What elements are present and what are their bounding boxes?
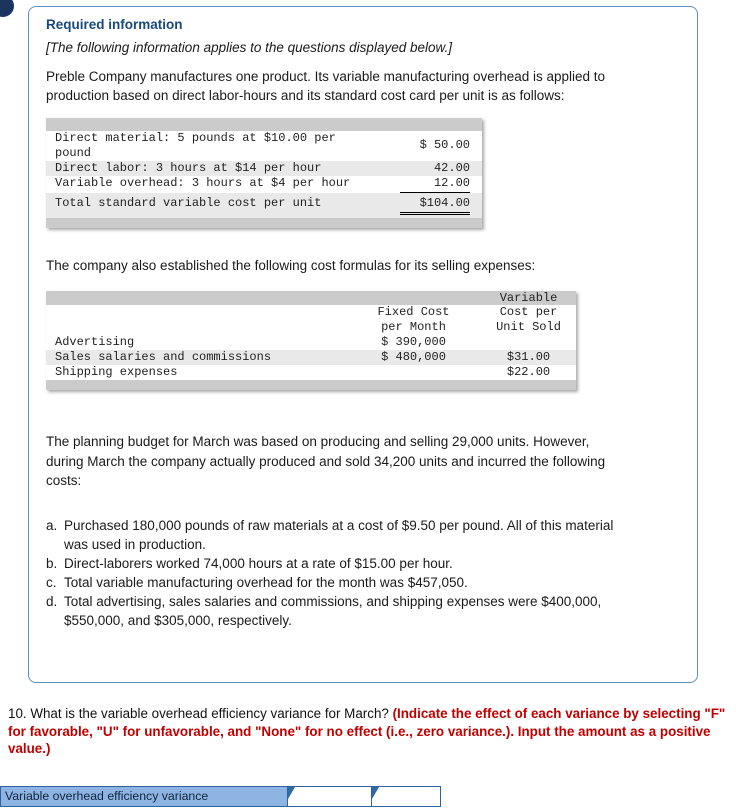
fact-text: Direct-laborers worked 74,000 hours at a rate of $15.00 per hour. xyxy=(64,556,453,572)
table-row xyxy=(46,350,576,365)
expense-label: Shipping expenses xyxy=(55,365,178,380)
fixed-cost-value xyxy=(346,365,481,380)
fact-item xyxy=(46,573,680,592)
fact-marker: d. xyxy=(46,594,58,610)
cost-item-value xyxy=(366,176,482,193)
table-bottom-bar xyxy=(46,380,576,390)
value-text: $104.00 xyxy=(400,196,470,215)
required-information-panel xyxy=(28,6,698,683)
fact-marker: c. xyxy=(46,575,57,591)
selling-expenses-table xyxy=(46,291,576,390)
answer-label-cell: Variable overhead efficiency variance xyxy=(0,786,288,807)
table-header-row xyxy=(46,291,576,305)
header-cell: Variable xyxy=(499,291,558,306)
fact-item xyxy=(46,554,680,573)
expense-label: Sales salaries and commissions xyxy=(55,350,272,365)
table-row xyxy=(46,161,482,176)
fact-text: Total advertising, sales salaries and commissions, and shipping expenses were $400,000, $550,000, and $305,000, respectively. xyxy=(64,594,602,629)
fact-item xyxy=(46,592,680,630)
variable-cost-value: $31.00 xyxy=(506,350,551,365)
intro-paragraph: Preble Company manufactures one product. Its variable manufacturing overhead is applied to production based on direct labor-hours and its standard cost card per unit is as follows: xyxy=(46,69,606,104)
table-total-row xyxy=(46,193,482,218)
panel-note: [The following information applies to the questions displayed below.] xyxy=(46,40,452,55)
cell-flag-icon xyxy=(288,787,295,799)
table-row xyxy=(46,131,482,161)
fact-text: Purchased 180,000 pounds of raw materials at a cost of $9.50 per pound. All of this material was used in production. xyxy=(64,518,614,553)
table-bottom-bar xyxy=(46,218,482,228)
question-instruction: (Indicate the effect of each variance by selecting "F" for favorable, "U" for unfavorable, and "None" for no effect (i.e., zero variance.). Input the amount as a positive value.) xyxy=(8,706,726,756)
standard-cost-card-table xyxy=(46,118,482,228)
march-paragraph: The planning budget for March was based on producing and selling 29,000 units. However, during March the company actually produced and sold 34,200 units and incurred the following costs: xyxy=(46,434,606,489)
fact-marker: b. xyxy=(46,556,58,572)
cost-item-label: Variable overhead: 3 hours at $4 per hour xyxy=(55,175,351,190)
fact-item xyxy=(46,516,680,554)
table-header-row xyxy=(46,305,576,320)
cost-item-label: Direct material: 5 pounds at $10.00 per pound xyxy=(55,130,336,160)
variable-cost-value xyxy=(481,335,576,350)
cost-item-value xyxy=(366,131,482,161)
cost-item-label: Direct labor: 3 hours at $14 per hour xyxy=(55,160,322,175)
cost-item-value xyxy=(366,161,482,176)
value-text: $ 50.00 xyxy=(419,138,470,153)
facts-list xyxy=(46,516,680,630)
question-text: 10. What is the variable overhead efficiency variance for March? xyxy=(8,706,393,721)
variance-amount-input[interactable] xyxy=(288,787,371,806)
variance-amount-cell[interactable] xyxy=(287,786,372,807)
header-cell: per Month xyxy=(381,320,446,335)
fact-text: Total variable manufacturing overhead for the month was $457,050. xyxy=(64,575,468,591)
fixed-cost-value: $ 390,000 xyxy=(381,335,446,350)
total-label: Total standard variable cost per unit xyxy=(55,195,322,210)
table-row xyxy=(46,335,576,350)
value-text: 42.00 xyxy=(433,160,470,175)
selling-intro-paragraph: The company also established the following cost formulas for its selling expenses: xyxy=(46,257,536,273)
answer-row xyxy=(0,786,441,807)
cell-flag-icon xyxy=(372,787,379,799)
header-cell xyxy=(346,291,481,305)
panel-title: Required information xyxy=(46,17,183,32)
table-header-row xyxy=(46,320,576,335)
total-value xyxy=(366,196,482,215)
header-cell xyxy=(46,291,346,305)
variance-effect-cell[interactable] xyxy=(371,786,441,807)
header-cell: Unit Sold xyxy=(496,320,561,335)
table-row xyxy=(46,176,482,193)
question-block xyxy=(8,705,734,758)
table-row xyxy=(46,365,576,380)
header-cell xyxy=(46,305,346,320)
header-cell: Cost per xyxy=(499,305,558,320)
header-cell xyxy=(46,320,346,335)
expense-label: Advertising xyxy=(55,335,135,350)
table-top-bar xyxy=(46,118,482,131)
fixed-cost-value: $ 480,000 xyxy=(381,350,446,365)
variable-cost-value: $22.00 xyxy=(506,365,551,380)
value-text: 12.00 xyxy=(400,176,470,193)
info-circle-icon xyxy=(0,0,14,17)
variance-effect-input[interactable] xyxy=(372,787,440,806)
fact-marker: a. xyxy=(46,518,58,534)
header-cell: Fixed Cost xyxy=(377,305,450,320)
